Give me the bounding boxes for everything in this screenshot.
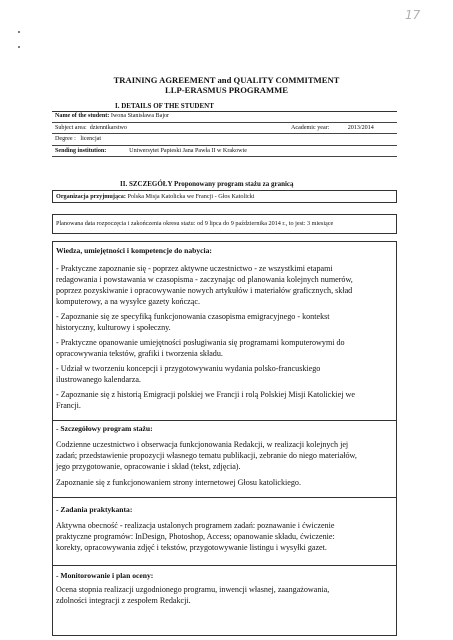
monitoring-line: Ocena stopnia realizacji uzgodnionego programu, inwencji własnej, zaangażowania, [56, 585, 330, 594]
host-organization-box [52, 190, 397, 203]
skills-line: redagowania i powstawania w czasopisma - zaczynając od planowania kolejnych numerów, [56, 275, 353, 284]
monitoring-line: zdolności integracji z zespołem Redakcji. [56, 596, 191, 605]
page-number: 17 [405, 8, 421, 22]
skills-line: komputerowy, a na wysyłce gazety kończąc. [56, 297, 200, 306]
year-value: 2013/2014 [347, 124, 374, 131]
program-heading: - Szczegółowy program stażu: [56, 424, 153, 433]
skills-line: - Zapoznanie się ze specyfiką funkcjonowania czasopisma emigracyjnego - kontekst [56, 312, 330, 321]
planned-dates-box [52, 214, 397, 234]
skills-line: Francji. [56, 401, 81, 410]
tasks-line: Aktywna obecność - realizacja ustalonych programem zadań: poznawanie i ćwiczenie [56, 521, 335, 530]
name-value: Iwona Stanisława Bajor [110, 113, 170, 120]
margin-dot [18, 31, 20, 33]
margin-dot [18, 46, 20, 48]
planned-dates-text: Planowana data rozpoczęcia i zakończenia okresu stażu: od 9 lipca do 9 października 2014 r., to jest: 3 miesiące [56, 220, 334, 227]
subject-value: dziennikarstwo [89, 124, 127, 131]
organization-label: Organizacja przyjmująca: [56, 193, 126, 200]
tasks-heading: - Zadania praktykanta: [56, 505, 133, 514]
skills-line: - Praktyczne zapoznanie się - poprzez aktywne uczestnictwo - ze wszystkimi etapami [56, 264, 333, 273]
program-line: zadań; przedstawienie propozycji własnego tematu publikacji, zebranie do niego materiałów, [56, 451, 357, 460]
name-label: Name of the student: [55, 113, 110, 120]
program-line: Codzienne uczestnictwo i obserwacja funkcjonowania Redakcji, w realizacji kolejnych jej [56, 440, 349, 449]
document-subtitle: LLP-ERASMUS PROGRAMME [165, 85, 288, 95]
student-details-table [52, 111, 397, 157]
subject-label: Subject area: [55, 124, 87, 131]
tasks-line: korekty, opracowywania zdjęć i tekstów, przygotowywanie listingu i wysyłki gazet. [56, 543, 327, 552]
skills-line: - Udział w tworzeniu koncepcji i przygotowywaniu wydania polsko-francuskiego [56, 364, 321, 373]
skills-line: opracowywania tekstów, grafiki i tworzenia składu. [56, 349, 223, 358]
section1-heading: I. DETAILS OF THE STUDENT [115, 102, 214, 110]
skills-line: ilustrowanego kalendarza. [56, 375, 141, 384]
section-divider [52, 497, 397, 498]
institution-label: Sending institution: [55, 147, 107, 154]
organization-value: Polska Misja Katolicka we Francji - Głos Katolicki [127, 193, 255, 200]
program-line: jego przygotowanie, opracowanie i skład (tekst, zdjęcia). [56, 462, 241, 471]
year-label: Academic year: [291, 124, 330, 131]
document-title: TRAINING AGREEMENT and QUALITY COMMITMENT [113, 75, 340, 85]
skills-line: historyczny, kulturowy i społeczny. [56, 323, 171, 332]
skills-line: - Praktyczne opanowanie umiejętności posługiwania się programami komputerowymi do [56, 338, 345, 347]
institution-value: Uniwersytet Papieski Jana Pawła II w Krakowie [129, 147, 247, 154]
section2-heading: II. SZCZEGÓŁY Proponowany program stażu za granicą [120, 180, 294, 188]
skills-heading: Wiedza, umiejętności i kompetencje do nabycia: [56, 246, 212, 255]
table-row [52, 122, 397, 134]
skills-line: - Zapoznanie się z historią Emigracji polskiej we Francji i rolą Polskiej Misji Katolickiej we [56, 390, 355, 399]
tasks-line: praktyczne programów: InDesign, Photoshop, Access; opanowanie składu, ćwiczenie: [56, 532, 335, 541]
section-divider [52, 565, 397, 566]
table-row [52, 145, 397, 157]
degree-value: licencjat [80, 136, 102, 143]
skills-line: poprzez pozyskiwanie i opracowywanie nowych artykułów i materiałów graficznych, skład [56, 286, 353, 295]
section-divider [52, 420, 397, 421]
program-line: Zapoznanie się z funkcjonowaniem strony internetowej Głosu katolickiego. [56, 478, 301, 487]
table-row [52, 111, 397, 122]
degree-label: Degree : [55, 136, 76, 143]
table-row [52, 134, 397, 146]
monitoring-heading: - Monitorowanie i plan oceny: [56, 571, 154, 580]
